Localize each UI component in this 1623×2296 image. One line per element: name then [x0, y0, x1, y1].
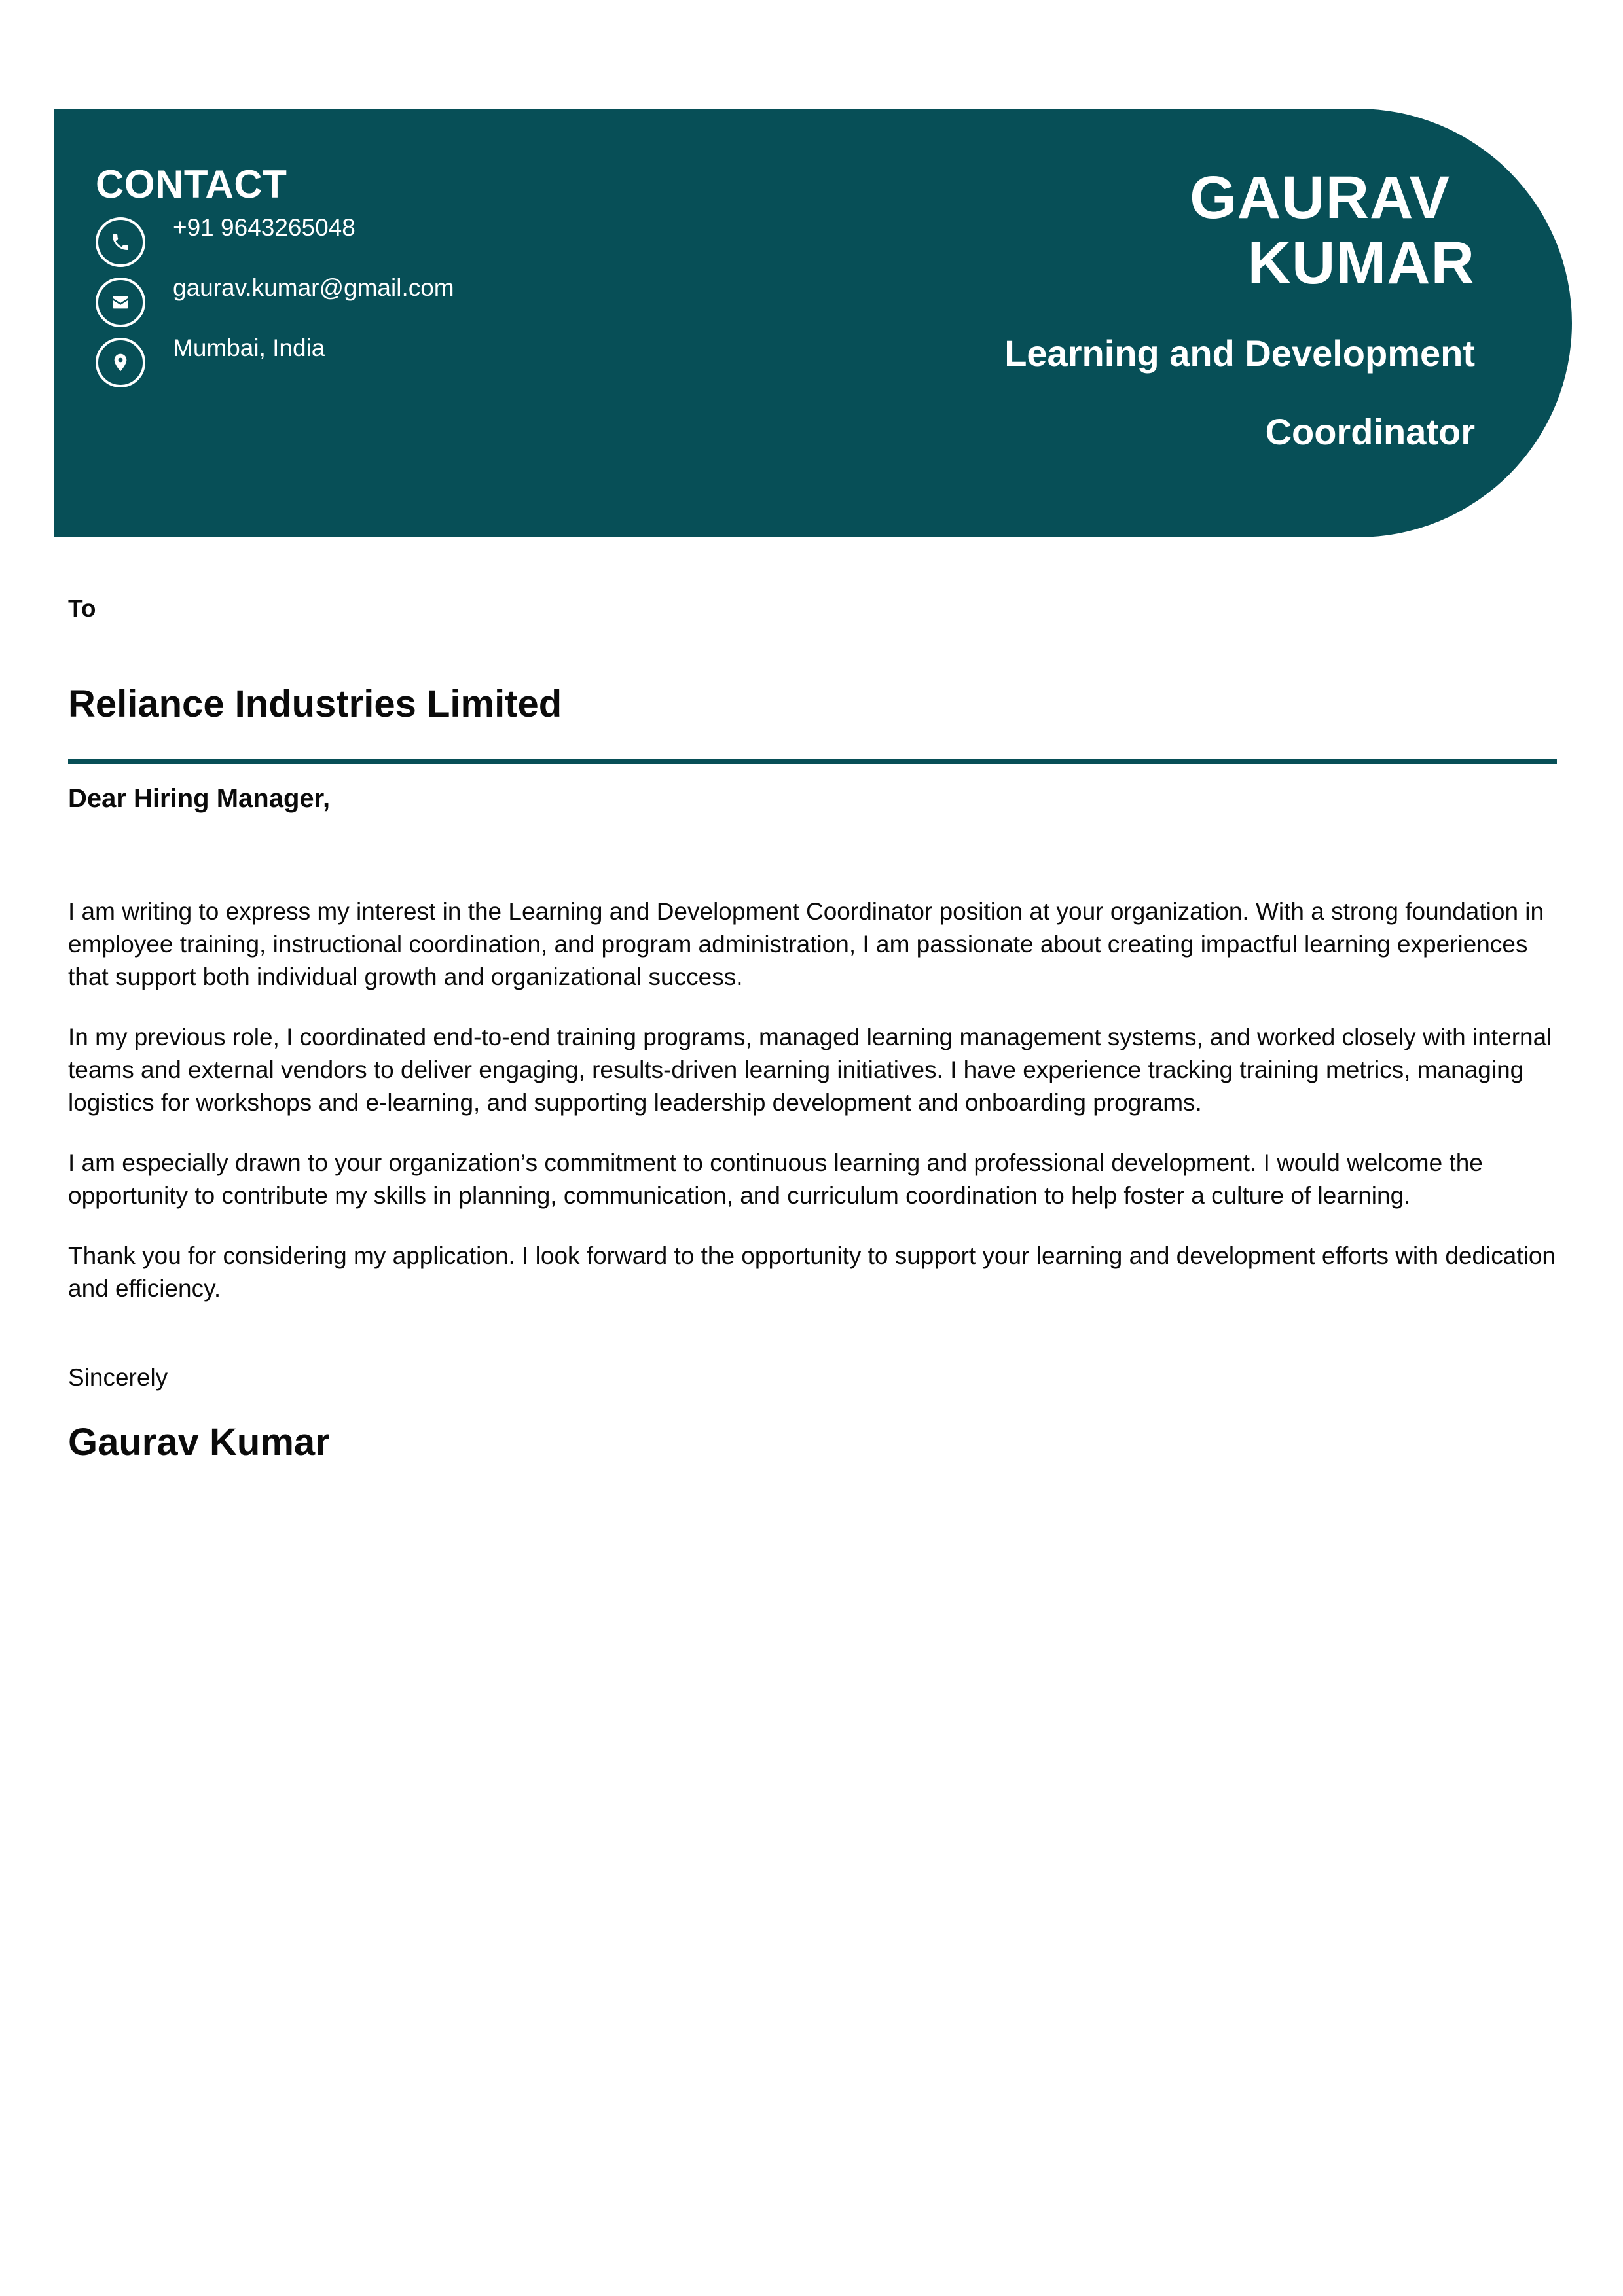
envelope-icon: [96, 278, 145, 327]
section-divider: [68, 759, 1557, 764]
body-paragraph: I am writing to express my interest in the Learning and Development Coordinator position at your organization. With a strong foundation in employee training, instructional coordination, and program administration, I am passionate about creating impactful learning experiences that support both individual growth and organizational success.: [68, 898, 1544, 990]
sign-off: Sincerely: [68, 1364, 168, 1391]
letter-body: [68, 895, 1567, 1333]
phone-number[interactable]: +91 9643265048: [173, 214, 356, 241]
signature-name: Gaurav Kumar: [68, 1421, 330, 1463]
location-text: Mumbai, India: [173, 334, 325, 361]
body-paragraph: In my previous role, I coordinated end-to-end training programs, managed learning management systems, and worked closely with internal teams and external vendors to deliver engaging, results-driven learning initiatives. I have experience tracking training metrics, managing logistics for workshops and e-learning, and supporting leadership development and onboarding programs.: [68, 1024, 1552, 1116]
job-title-line-2: Coordinator: [1265, 411, 1475, 452]
phone-icon: [96, 217, 145, 267]
salutation: Dear Hiring Manager,: [68, 784, 331, 813]
to-label: To: [68, 595, 96, 622]
body-paragraph: Thank you for considering my application. I look forward to the opportunity to support your learning and development efforts with dedication and efficiency.: [68, 1242, 1556, 1302]
recipient-company: Reliance Industries Limited: [68, 683, 562, 725]
name-block: [1004, 165, 1475, 450]
header-banner: [54, 109, 1572, 537]
job-title-line-1: Learning and Development: [1004, 332, 1475, 374]
location-pin-icon: [96, 338, 145, 387]
contact-heading: CONTACT: [96, 162, 287, 206]
body-paragraph: I am especially drawn to your organization’s commitment to continuous learning and professional development. I would welcome the opportunity to contribute my skills in planning, communication, and curriculum coordination to help foster a culture of learning.: [68, 1149, 1483, 1209]
email-address[interactable]: gaurav.kumar@gmail.com: [173, 274, 454, 301]
first-name: GAURAV: [1190, 164, 1450, 231]
last-name: KUMAR: [1247, 230, 1475, 296]
